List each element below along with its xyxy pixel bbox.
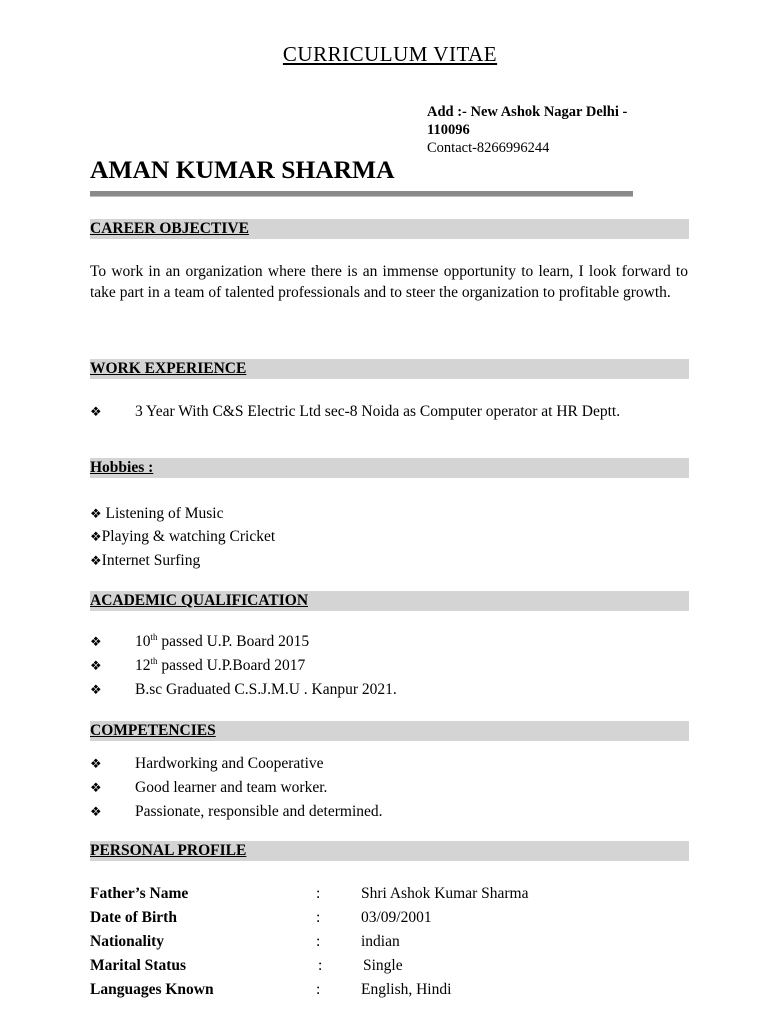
section-competencies (90, 721, 689, 741)
list-item: ❖ 3 Year With C&S Electric Ltd sec-8 Noida as Computer operator at HR Deptt. (90, 401, 620, 423)
section-career-objective (90, 219, 689, 239)
career-objective-text: To work in an organization where there is an immense opportunity to learn, I look forward to take part in a team of talented professionals and to steer the organization to profitable growth. (90, 263, 688, 301)
contact-number: Contact-8266996244 (427, 140, 550, 156)
list-item: ❖ 12th passed U.P.Board 2017 (90, 655, 305, 677)
document-title: CURRICULUM VITAE (282, 42, 498, 66)
section-academic-qualification (90, 591, 689, 611)
address-line-1: Add :- New Ashok Nagar Delhi - (427, 104, 628, 120)
profile-value-marital-status: Single (363, 957, 403, 974)
profile-label-nationality: Nationality (90, 933, 165, 950)
diamond-bullet-icon: ❖ (90, 634, 102, 649)
profile-label-languages-known: Languages Known (90, 981, 214, 998)
profile-separator: : (316, 885, 321, 902)
section-heading: ACADEMIC QUALIFICATION (90, 592, 309, 609)
diamond-bullet-icon: ❖ (90, 553, 102, 568)
section-heading: COMPETENCIES (90, 722, 216, 739)
list-item: ❖ 10th passed U.P. Board 2015 (90, 631, 309, 653)
diamond-bullet-icon: ❖ (90, 682, 102, 697)
section-personal-profile (90, 841, 689, 861)
profile-label-fathers-name: Father’s Name (90, 885, 189, 902)
contact-block (427, 103, 667, 157)
list-item: ❖ B.sc Graduated C.S.J.M.U . Kanpur 2021. (90, 679, 397, 701)
diamond-bullet-icon: ❖ (90, 404, 102, 419)
section-work-experience (90, 359, 689, 379)
diamond-bullet-icon: ❖ (90, 804, 102, 819)
diamond-bullet-icon: ❖ (90, 756, 102, 771)
profile-separator: : (316, 981, 321, 998)
list-item: ❖Internet Surfing (90, 552, 201, 569)
list-item: ❖ Hardworking and Cooperative (90, 753, 324, 775)
profile-label-date-of-birth: Date of Birth (90, 909, 177, 926)
profile-value-fathers-name: Shri Ashok Kumar Sharma (361, 885, 529, 902)
profile-value-languages-known: English, Hindi (361, 981, 452, 998)
candidate-name: AMAN KUMAR SHARMA (90, 155, 395, 184)
section-heading: PERSONAL PROFILE (90, 842, 247, 859)
profile-separator: : (316, 933, 321, 950)
list-item: ❖ Passionate, responsible and determined. (90, 801, 383, 823)
list-item: ❖ Listening of Music (90, 505, 224, 522)
section-heading: CAREER OBJECTIVE (90, 220, 249, 237)
section-heading: Hobbies : (90, 459, 154, 476)
list-item: ❖ Good learner and team worker. (90, 777, 327, 799)
address-line-2: 110096 (427, 122, 470, 138)
profile-value-date-of-birth: 03/09/2001 (361, 909, 432, 926)
section-heading: WORK EXPERIENCE (90, 360, 247, 377)
diamond-bullet-icon: ❖ (90, 658, 102, 673)
profile-value-nationality: indian (361, 933, 400, 950)
profile-separator: : (316, 909, 321, 926)
section-hobbies (90, 458, 689, 478)
name-underline-rule (90, 191, 633, 196)
profile-separator: : (318, 957, 323, 974)
diamond-bullet-icon: ❖ (90, 506, 102, 521)
list-item: ❖Playing & watching Cricket (90, 528, 276, 545)
diamond-bullet-icon: ❖ (90, 529, 102, 544)
diamond-bullet-icon: ❖ (90, 780, 102, 795)
profile-label-marital-status: Marital Status (90, 957, 187, 974)
